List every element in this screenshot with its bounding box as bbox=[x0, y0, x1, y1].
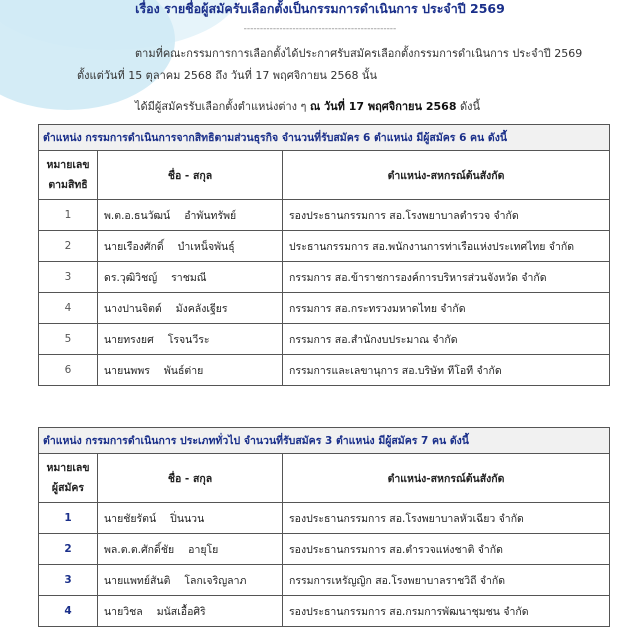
last-name: พันธ์ต่าย bbox=[163, 364, 204, 377]
last-name: บำเหน็จพันธุ์ bbox=[177, 240, 235, 253]
candidates-table-general bbox=[38, 427, 610, 627]
intro-prefix: ได้มีผู้สมัครรับเลือกตั้งตำแหน่งต่าง ๆ bbox=[135, 100, 307, 113]
row-position: ประธานกรรมการ สอ.พนักงานการท่าเรือแห่งประเทศไทย จำกัด bbox=[283, 231, 610, 262]
row-position: กรรมการและเลขานุการ สอ.บริษัท ทีโอที จำกัด bbox=[283, 355, 610, 386]
table-row bbox=[39, 355, 610, 386]
last-name: ราชมณี bbox=[171, 271, 207, 284]
column-header-name: ชื่อ - สกุล bbox=[98, 151, 283, 200]
first-name: นายวิชล bbox=[104, 605, 143, 618]
first-name: นางปานจิตต์ bbox=[104, 302, 162, 315]
row-number: 3 bbox=[39, 262, 98, 293]
column-header-number-line2: ตามสิทธิ bbox=[48, 179, 88, 191]
table-row bbox=[39, 293, 610, 324]
row-position: กรรมการ สอ.ข้าราชการองค์การบริหารส่วนจังหวัด จำกัด bbox=[283, 262, 610, 293]
first-name: นายแพทย์สันติ bbox=[104, 574, 171, 587]
first-name: นายนพพร bbox=[104, 364, 150, 377]
intro-date: ณ วันที่ 17 พฤศจิกายน 2568 bbox=[309, 100, 457, 113]
row-number: 4 bbox=[39, 596, 98, 627]
last-name: โลกเจริญลาภ bbox=[184, 574, 247, 587]
column-header-name: ชื่อ - สกุล bbox=[98, 454, 283, 503]
last-name: โรจนวีระ bbox=[167, 333, 210, 346]
table-row bbox=[39, 231, 610, 262]
column-header-number-line1: หมายเลข bbox=[46, 159, 90, 171]
first-name: พล.ต.ต.ศักดิ์ชัย bbox=[104, 543, 175, 556]
column-header-number bbox=[39, 454, 98, 503]
table-row bbox=[39, 262, 610, 293]
first-name: นายทรงยศ bbox=[104, 333, 154, 346]
row-position: กรรมการ สอ.สำนักงบประมาณ จำกัด bbox=[283, 324, 610, 355]
row-name bbox=[98, 262, 283, 293]
row-name bbox=[98, 534, 283, 565]
row-name bbox=[98, 596, 283, 627]
first-name: นายชัยรัตน์ bbox=[104, 512, 157, 525]
last-name: มังคลังเฐียร bbox=[175, 302, 228, 315]
table-caption: ตำแหน่ง กรรมการดำเนินการ ประเภททั่วไป จำนวนที่รับสมัคร 3 ตำแหน่ง มีผู้สมัคร 7 คน ดังนี้ bbox=[39, 428, 610, 454]
row-name bbox=[98, 503, 283, 534]
table-row bbox=[39, 324, 610, 355]
column-header-position: ตำแหน่ง-สหกรณ์ต้นสังกัด bbox=[283, 151, 610, 200]
table-row bbox=[39, 503, 610, 534]
table-row bbox=[39, 534, 610, 565]
first-name: ดร.วุฒิวิชญ์ bbox=[104, 271, 158, 284]
row-name bbox=[98, 565, 283, 596]
table-row bbox=[39, 200, 610, 231]
intro-suffix: ดังนี้ bbox=[459, 100, 481, 113]
row-number: 1 bbox=[39, 503, 98, 534]
last-name: ปิ่นนวน bbox=[170, 512, 205, 525]
column-header-number-line1: หมายเลข bbox=[46, 462, 90, 474]
row-position: กรรมการ สอ.กระทรวงมหาดไทย จำกัด bbox=[283, 293, 610, 324]
last-name: มนัสเอื้อศิริ bbox=[156, 605, 206, 618]
row-position: รองประธานกรรมการ สอ.กรมการพัฒนาชุมชน จำกัด bbox=[283, 596, 610, 627]
intro-line-2: ตั้งแต่วันที่ 15 ตุลาคม 2568 ถึง วันที่ 17 พฤศจิกายน 2568 นั้น bbox=[77, 69, 377, 82]
row-number: 2 bbox=[39, 231, 98, 262]
row-number: 2 bbox=[39, 534, 98, 565]
title-divider: ----------------------------------------------- bbox=[243, 24, 397, 34]
row-number: 4 bbox=[39, 293, 98, 324]
row-name bbox=[98, 324, 283, 355]
candidates-table-business bbox=[38, 124, 610, 386]
column-header-position: ตำแหน่ง-สหกรณ์ต้นสังกัด bbox=[283, 454, 610, 503]
table-caption: ตำแหน่ง กรรมการดำเนินการจากสิทธิตามส่วนธุรกิจ จำนวนที่รับสมัคร 6 ตำแหน่ง มีผู้สมัคร 6 คน ดังนี้ bbox=[39, 125, 610, 151]
table-row bbox=[39, 596, 610, 627]
row-number: 6 bbox=[39, 355, 98, 386]
last-name: อำพันทรัพย์ bbox=[184, 209, 237, 222]
column-header-number-line2: ผู้สมัคร bbox=[51, 482, 85, 494]
row-position: รองประธานกรรมการ สอ.โรงพยาบาลหัวเฉียว จำกัด bbox=[283, 503, 610, 534]
row-name bbox=[98, 231, 283, 262]
row-number: 5 bbox=[39, 324, 98, 355]
intro-line-1: ตามที่คณะกรรมการการเลือกตั้งได้ประกาศรับสมัครเลือกตั้งกรรมการดำเนินการ ประจำปี 2569 bbox=[135, 47, 583, 60]
row-position: รองประธานกรรมการ สอ.ตำรวจแห่งชาติ จำกัด bbox=[283, 534, 610, 565]
intro-line-3 bbox=[135, 97, 480, 115]
row-name bbox=[98, 200, 283, 231]
table-row bbox=[39, 565, 610, 596]
row-name bbox=[98, 293, 283, 324]
last-name: อายุโย bbox=[188, 543, 219, 556]
row-position: รองประธานกรรมการ สอ.โรงพยาบาลตำรวจ จำกัด bbox=[283, 200, 610, 231]
page-title: เรื่อง รายชื่อผู้สมัครับเลือกตั้งเป็นกรรมการดำเนินการ ประจำปี 2569 bbox=[135, 1, 505, 16]
column-header-number bbox=[39, 151, 98, 200]
row-number: 3 bbox=[39, 565, 98, 596]
row-name bbox=[98, 355, 283, 386]
first-name: พ.ต.อ.ธนวัฒน์ bbox=[104, 209, 171, 222]
first-name: นายเรืองศักดิ์ bbox=[104, 240, 164, 253]
row-number: 1 bbox=[39, 200, 98, 231]
row-position: กรรมการเหรัญญิก สอ.โรงพยาบาลราชวิถี จำกัด bbox=[283, 565, 610, 596]
